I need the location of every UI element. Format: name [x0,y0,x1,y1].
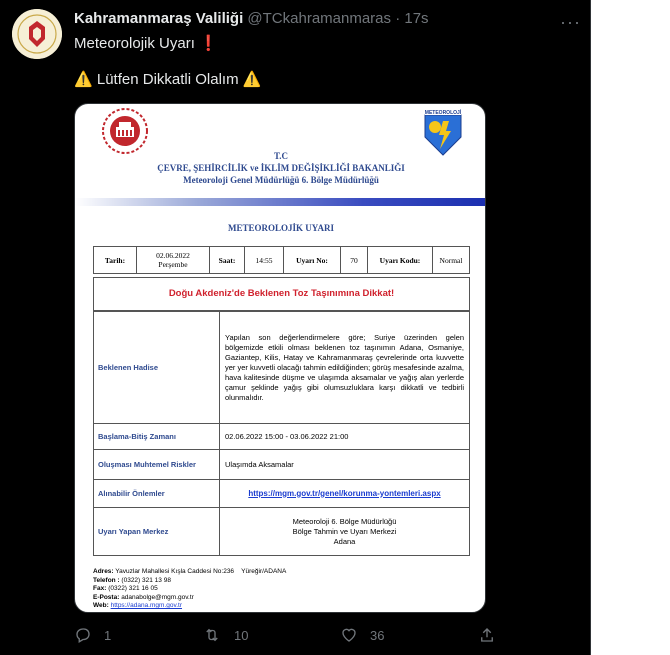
event-label: Beklenen Hadise [94,312,220,424]
document-title: METEOROLOJİK UYARI [228,223,334,233]
retweet-count: 10 [234,627,249,643]
reply-icon [74,626,92,644]
svg-text:METEOROLOJİ: METEOROLOJİ [424,110,462,116]
center-value: Meteoroloji 6. Bölge Müdürlüğü Bölge Tahmin ve Uyarı Merkezi Adana [220,508,470,556]
center-label: Uyarı Yapan Merkez [94,508,220,556]
warning-icon: ⚠️ [74,71,93,88]
header-band [75,198,486,206]
like-button[interactable] [340,626,384,644]
event-value: Yapılan son değerlendirmelere göre; Suriye üzerinden gelen bölgemizde etkili olması beklenen toz taşınımın Adana, Osmaniye, Gaziantep, Kilis, Hatay ve Kahramanmaraş çevrelerinde orta kuvvette yer yer kuvvetli olacağı tahmin edildiğinden; görüş mesafesinde azalma, hava kalitesinde düşme ve ulaşımda aksamalar ve yağış alan yerlerde çamur şeklinde yağış gibi olumsuzluklara karşı dikkatli ve tedbirli olunmalıdır. [220,312,470,424]
warning-details-table [93,311,470,556]
period-label: Başlama-Bitiş Zamanı [94,424,220,450]
tweet-media-image[interactable] [74,103,486,613]
author-handle[interactable]: @TCkahramanmaras [247,10,392,27]
ministry-logo-icon [97,107,153,155]
contact-info: Adres: Yavuzlar Mahallesi Kışla Caddesi No:236 Yüreğir/ADANA Telefon : (0322) 321 13 98 Fax: (0322) 321 16 05 E-Posta: adanabolge@mgm.gov.tr Web: https://adana.mgm.gov.tr [93,568,287,609]
retweet-button[interactable] [202,626,248,644]
author-avatar[interactable] [12,9,62,59]
tweet-actions [74,626,504,646]
share-icon [478,626,496,644]
measures-label: Alınabilir Önlemler [94,480,220,508]
reply-button[interactable] [74,626,111,644]
tweet-line-2: ⚠️ Lütfen Dikkatli Olalım ⚠️ [74,71,262,88]
exclamation-icon: ❗ [199,35,218,52]
retweet-icon [202,626,222,644]
warning-document [75,104,486,613]
header-separator: · [395,10,401,27]
measures-link[interactable]: https://mgm.gov.tr/genel/korunma-yontemleri.aspx [248,488,441,498]
share-button[interactable] [478,626,496,644]
like-count: 36 [370,627,385,643]
reply-count: 1 [104,627,112,643]
more-options-icon[interactable]: ··· [560,12,581,32]
tweet-line-1: Meteorolojik Uyarı ❗ [74,35,218,52]
risk-label: Oluşması Muhtemel Riskler [94,450,220,480]
governorship-emblem-icon [12,9,62,59]
right-gutter [590,0,670,655]
tweet-timestamp[interactable]: 17s [404,10,429,27]
ministry-heading: T.C ÇEVRE, ŞEHİRCİLİK ve İKLİM DEĞİŞİKLİĞİ BAKANLIĞI Meteoroloji Genel Müdürlüğü 6. Bölge Müdürlüğü [157,151,405,185]
warning-icon: ⚠️ [242,71,262,88]
warning-meta-table: Tarih: 02.06.2022 Perşembe Saat: 14:55 Uyarı No: 70 Uyarı Kodu: Normal [93,246,470,274]
period-value: 02.06.2022 15:00 - 03.06.2022 21:00 [220,424,470,450]
risk-value: Ulaşımda Aksamalar [220,450,470,480]
heart-icon [340,626,358,644]
tweet-text [74,34,262,88]
tweet-header [74,10,429,27]
warning-headline: Doğu Akdeniz'de Beklenen Toz Taşınımına Dikkat! [93,277,470,311]
author-name[interactable]: Kahramanmaraş Valiliği [74,10,244,27]
